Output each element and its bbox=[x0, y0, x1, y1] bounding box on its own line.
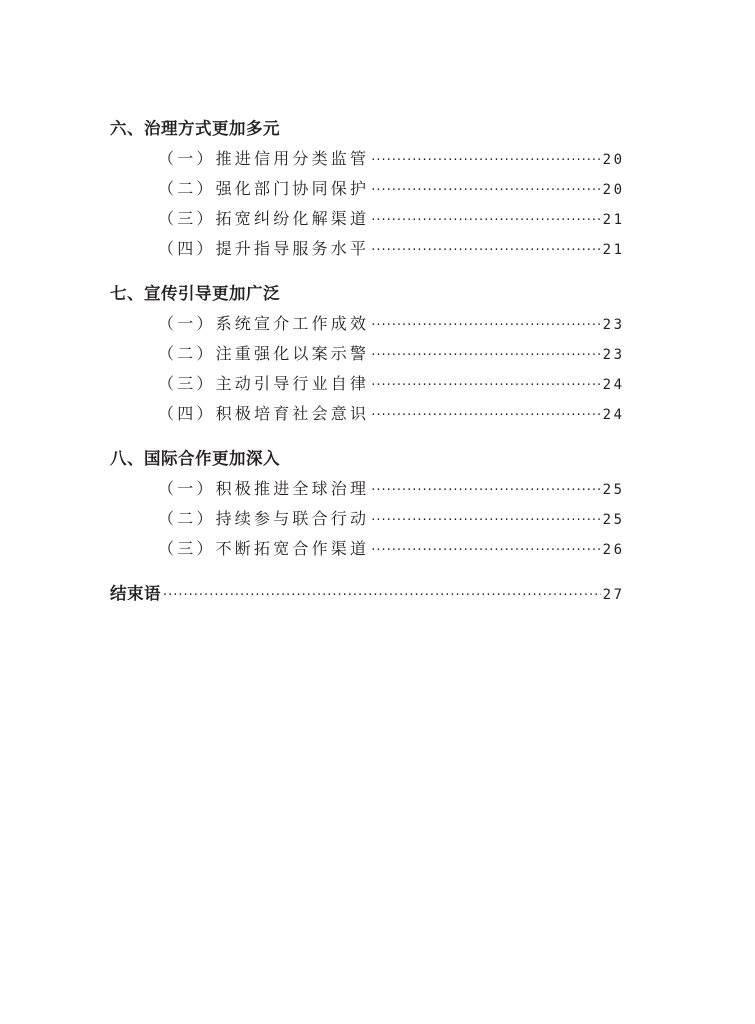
toc-entry[interactable] bbox=[110, 309, 625, 339]
toc-entry[interactable] bbox=[110, 474, 625, 504]
toc-entry[interactable] bbox=[110, 144, 625, 174]
toc-entry[interactable] bbox=[110, 234, 625, 264]
dot-leader bbox=[371, 401, 600, 431]
dot-leader bbox=[163, 581, 601, 611]
dot-leader bbox=[371, 146, 600, 176]
toc-section-title[interactable]: 八、国际合作更加深入 bbox=[110, 449, 280, 468]
toc-entry-label: （三）不断拓宽合作渠道 bbox=[158, 539, 370, 558]
dot-leader bbox=[371, 536, 600, 566]
toc-entry[interactable] bbox=[110, 174, 625, 204]
toc-entry[interactable] bbox=[110, 534, 625, 564]
toc-entry-label: （三）主动引导行业自律 bbox=[158, 374, 370, 393]
toc-page-number: 24 bbox=[602, 377, 625, 393]
toc-entry-label: （一）推进信用分类监管 bbox=[158, 149, 370, 168]
toc-entry[interactable] bbox=[110, 369, 625, 399]
toc-page-number: 23 bbox=[602, 317, 625, 333]
dot-leader bbox=[371, 236, 600, 266]
toc-page-number: 25 bbox=[602, 482, 625, 498]
toc-page-number: 20 bbox=[602, 152, 625, 168]
toc-section-title[interactable]: 六、治理方式更加多元 bbox=[110, 119, 280, 138]
toc-entry-label: （一）积极推进全球治理 bbox=[158, 479, 370, 498]
table-of-contents bbox=[110, 114, 625, 609]
toc-entry[interactable] bbox=[110, 204, 625, 234]
toc-entry-closing[interactable] bbox=[110, 579, 625, 609]
toc-page-number: 24 bbox=[602, 407, 625, 423]
toc-entry[interactable] bbox=[110, 504, 625, 534]
dot-leader bbox=[371, 371, 600, 401]
toc-entry-label: （一）系统宣介工作成效 bbox=[158, 314, 370, 333]
toc-entry-label: （二）持续参与联合行动 bbox=[158, 509, 370, 528]
toc-entry-label: 结束语 bbox=[110, 584, 161, 603]
toc-section-title[interactable]: 七、宣传引导更加广泛 bbox=[110, 284, 280, 303]
toc-entry-label: （二）注重强化以案示警 bbox=[158, 344, 370, 363]
toc-page-number: 27 bbox=[602, 587, 625, 603]
toc-page-number: 21 bbox=[602, 242, 625, 258]
toc-entry-label: （四）提升指导服务水平 bbox=[158, 239, 370, 258]
toc-page-number: 25 bbox=[602, 512, 625, 528]
toc-entry-label: （三）拓宽纠纷化解渠道 bbox=[158, 209, 370, 228]
toc-entry[interactable] bbox=[110, 399, 625, 429]
dot-leader bbox=[371, 341, 600, 371]
toc-entry-label: （四）积极培育社会意识 bbox=[158, 404, 370, 423]
dot-leader bbox=[371, 476, 600, 506]
toc-page-number: 20 bbox=[602, 182, 625, 198]
toc-entry-label: （二）强化部门协同保护 bbox=[158, 179, 370, 198]
dot-leader bbox=[371, 206, 600, 236]
toc-page-number: 26 bbox=[602, 542, 625, 558]
toc-page-number: 21 bbox=[602, 212, 625, 228]
dot-leader bbox=[371, 176, 600, 206]
toc-section bbox=[110, 444, 625, 564]
toc-entry[interactable] bbox=[110, 339, 625, 369]
toc-page-number: 23 bbox=[602, 347, 625, 363]
dot-leader bbox=[371, 311, 600, 341]
toc-section bbox=[110, 114, 625, 264]
dot-leader bbox=[371, 506, 600, 536]
toc-section bbox=[110, 279, 625, 429]
